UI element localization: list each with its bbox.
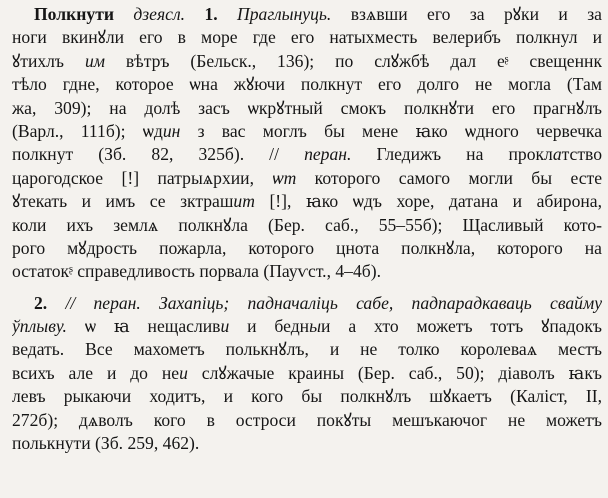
paragraph-gap	[12, 284, 602, 292]
text-run: ꙋтихлъ	[12, 50, 85, 71]
text-run: ин	[162, 120, 181, 141]
text-run: ўплыву.	[12, 316, 67, 337]
text-line	[12, 143, 602, 166]
text-run: ꙋтекать и имъ се зктраш	[12, 191, 234, 212]
text-run: и	[220, 316, 230, 337]
text-run: вѣтръ (Бельск., 136); по слꙋжбѣ дал еᶳ свещеннк	[104, 50, 602, 71]
text-run: 272б); дѧволъ кого в остроси покꙋты мешъкаючог не можетъ	[12, 409, 602, 430]
text-run: ведать. Все махометъ полькнꙋлъ, и не толко королеваѧ местъ	[12, 339, 602, 360]
text-run: дзеясл.	[133, 4, 186, 24]
text-line	[12, 214, 602, 237]
text-run: царогодское [!] патрыѧрхии,	[12, 167, 273, 188]
text-run: взѧвши его за рꙋки и за	[331, 4, 602, 24]
text-line	[12, 190, 602, 213]
text-run: и	[179, 362, 188, 383]
text-line	[12, 385, 602, 408]
text-run: ит	[233, 191, 255, 212]
text-line	[12, 432, 602, 455]
text-run: перан.	[304, 144, 352, 165]
text-run	[47, 293, 65, 313]
text-line	[12, 292, 602, 315]
text-line	[12, 315, 602, 338]
text-run: ѡ ꙗ нещаслив	[66, 316, 221, 337]
text-line	[12, 338, 602, 361]
text-line	[12, 3, 602, 26]
text-line	[12, 50, 602, 73]
text-run: слꙋжачые краины (Бер. саб., 50); діаволъ ꙗкъ	[187, 362, 602, 383]
text-line	[12, 409, 602, 432]
text-run: жа, 309); на долѣ засъ ѡкрꙋтный смокъ полкнꙋти его прагнꙋлъ	[12, 97, 602, 118]
text-run: полкнут (Зб. 82, 325б). //	[12, 144, 305, 165]
text-line	[12, 26, 602, 49]
text-run: полькнути (Зб. 259, 462).	[12, 433, 200, 454]
text-run: коли ихъ землѧ полкнꙋла (Бер. саб., 55–55б); Щасливый кото-	[12, 214, 602, 235]
text-run: з вас моглъ бы мене ꙗко ѡдного червечка	[180, 120, 602, 141]
text-run: (Варл., 111б); ѡд	[12, 120, 163, 141]
text-run: 1.	[204, 4, 218, 24]
text-run: [!], ꙗко ѡдъ хоре, датана и абирона,	[254, 191, 602, 212]
text-line	[12, 73, 602, 96]
text-run: ы	[309, 316, 322, 337]
text-run: всихъ але и до не	[12, 362, 180, 383]
text-run	[218, 4, 237, 24]
text-run: ѡт	[272, 167, 297, 188]
text-run: тство	[561, 144, 602, 165]
text-line	[12, 260, 602, 283]
text-run	[185, 4, 204, 24]
text-run	[114, 4, 133, 24]
text-run: рого мꙋдрость пожарла, которого цнота полкнꙋла, которого на	[12, 237, 602, 258]
text-run: // перан. Захапіць; падначаліць сабе, падпарадкаваць свайму	[65, 292, 602, 313]
text-line	[12, 237, 602, 260]
text-run: и бедн	[229, 316, 310, 337]
text-line	[12, 167, 602, 190]
text-line	[12, 120, 602, 143]
text-run: а	[552, 144, 562, 165]
text-run: Гледижъ на прокл	[351, 144, 553, 165]
text-line	[12, 97, 602, 120]
text-run: ноги вкинꙋли его в море где его натыхместь велерибъ полкнул и	[12, 27, 602, 48]
text-run: Праглынуць.	[237, 4, 332, 24]
text-run: левъ рыкаючи ходитъ, и кого бы полкнꙋлъ шꙋкаетъ (Каліст, II,	[12, 386, 602, 407]
text-run: Полкнути	[34, 4, 114, 24]
dictionary-entry	[12, 3, 602, 455]
text-line	[12, 362, 602, 385]
text-run: которого самого могли бы есте	[296, 167, 602, 188]
text-run: и а хто можетъ тотъ ꙋпадокъ	[321, 316, 602, 337]
text-run: им	[84, 50, 105, 71]
text-run: тѣло гдне, которое ѡна жꙋючи полкнут его долго не могла (Там	[12, 74, 602, 95]
text-run: 2.	[34, 292, 48, 313]
text-run: остатокᶳ справедливость порвала (Пауѵст., 4–4б).	[12, 261, 381, 282]
